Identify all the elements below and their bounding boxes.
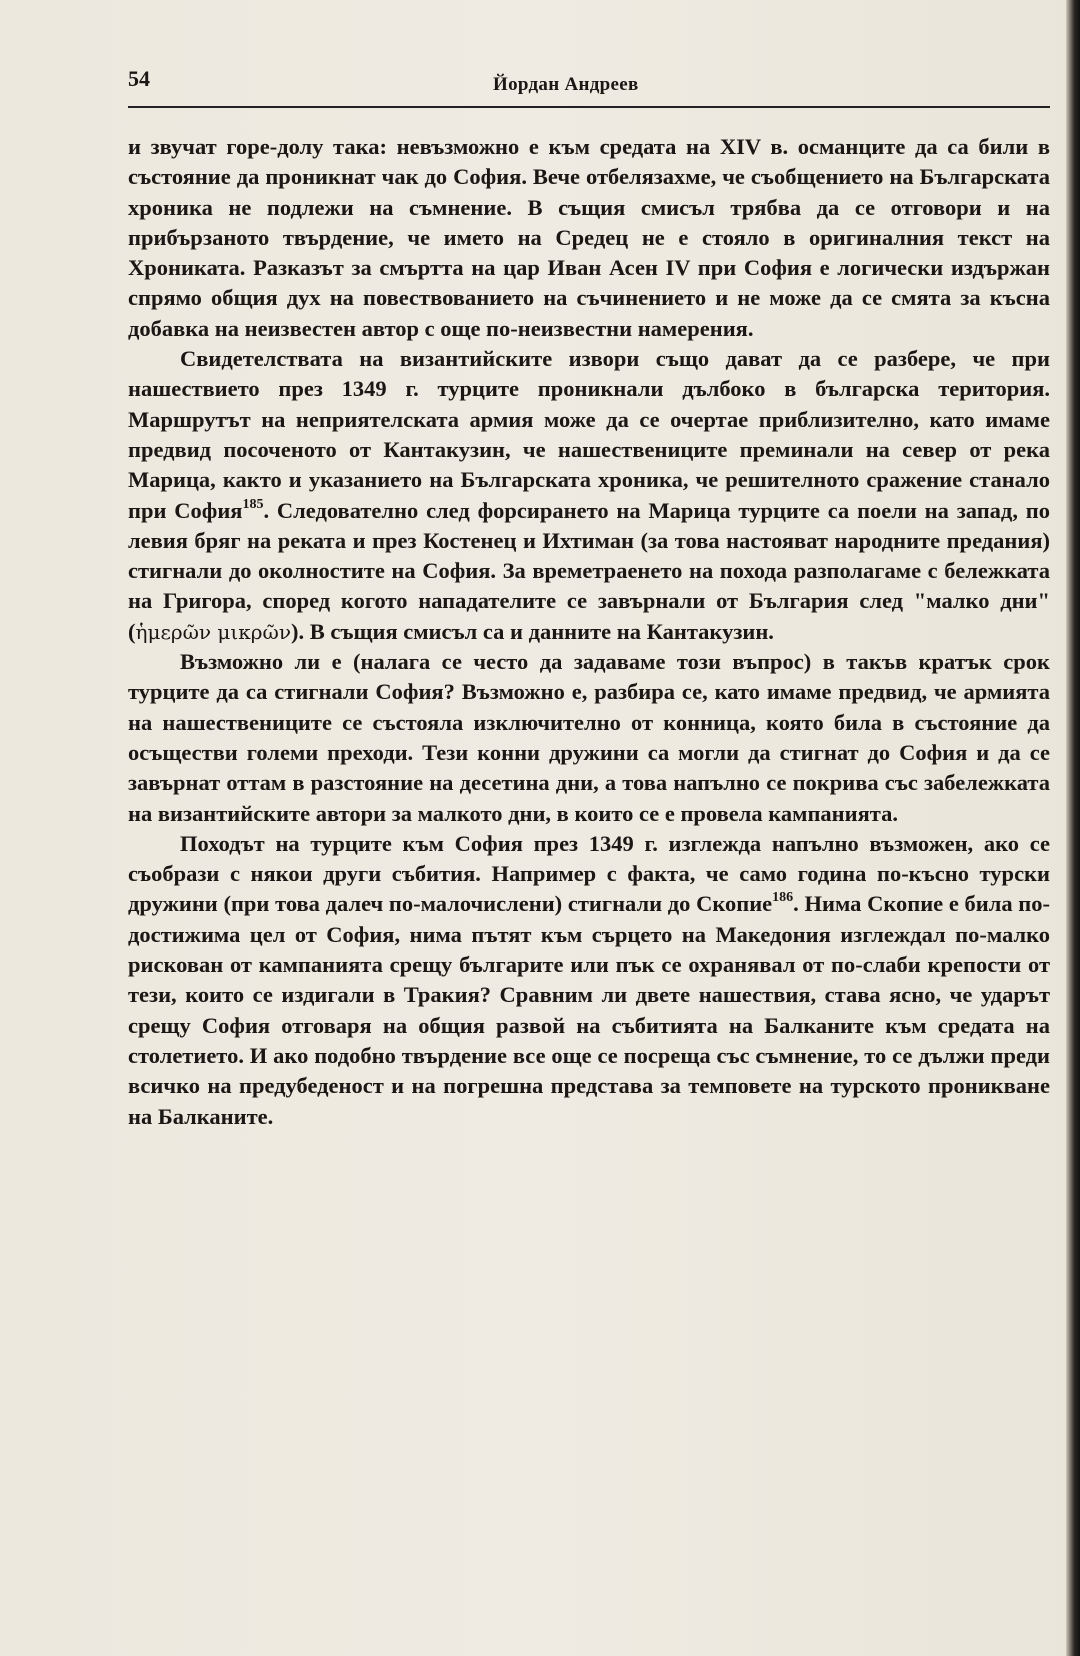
footnote-ref-186: 186 [772,890,794,906]
text-segment: Възможно ли е (налага се често да задаваме този въпрос) в такъв кратък срок турците да са стигнали София? Възможно е, разбира се, като имаме предвид, че армията на нашествениците се състояла изключително от конница, която била в състояние да осъществи големи преходи. Тези конни дружини са могли да стигнат до София и да се завърнат оттам в разстояние на десетина дни, а това напълно се покрива със забележката на византийските автори за малкото дни, в които се е провела кампанията. [128,649,1050,826]
text-segment: . Нима Скопие е била по-достижима цел от София, нима пътят към сърцето на Македония изглеждал по-малко рискован от кампанията срещу българите или пък се охранявал от по-слаби крепости от тези, които се издигали в Тракия? Сравним ли двете нашествия, става ясно, че ударът срещу София отговаря на общия развой на събитията на Балканите към средата на столетието. И ако подобно твърдение все още се посреща със съмнение, то се дължи преди всичко на предубеденост и на погрешна представа за темповете на турското проникване на Балканите. [128,891,1051,1129]
paragraph [128,132,1050,344]
greek-phrase: ἡμερῶν μικρῶν [135,619,291,644]
paragraph [128,344,1050,647]
page-number: 54 [128,66,150,91]
body-text [128,132,1050,1132]
text-segment: Походът на турците към София през 1349 г. изглежда напълно възможен, ако се съобрази с някои други събития. Например с факта, че само година по-късно турски дружини (при това далеч по-малочислени) стигнали до Скопие [128,830,1050,917]
text-segment: ). В същия смисъл са и данните на Кантакузин. [291,618,774,644]
paragraph [128,829,1050,1132]
running-head-author: Йордан Андреев [493,74,639,95]
text-segment: Свидетелствата на византийските извори също дават да се разбере, че при нашествието през 1349 г. турците проникнали дълбоко в българска територия. Маршрутът на неприятелската армия може да се очертае приблизително, като имаме предвид посоченото от Кантакузин, че нашествениците преминали на север от река Марица, както и указанието на Българската хроника, че решителното сражение станало при София [128,346,1050,523]
text-segment: . Следователно след форсирането на Марица турците са поели на запад, по левия бряг на реката и през Костенец и Ихтиман (за това настояват народните предания) стигнали до околностите на София. За времетраенето на похода разполагаме с бележката на Григора, според когото нападателите се завърнали от България след "малко дни" ( [128,497,1050,644]
page-header [128,60,1050,108]
paragraph [128,647,1050,829]
text-segment: и звучат горе-долу така: невъзможно е към средата на XIV в. османците да са били в състояние да проникнат чак до София. Вече отбелязахме, че съобщението на Българската хроника не подлежи на съмнение. В същия смисъл трябва да се отговори и на прибързаното твърдение, че името на Средец не е стояло в оригиналния текст на Хрониката. Разказът за смъртта на цар Иван Асен IV при София е логически издържан спрямо общия дух на повествованието на съчинението и не може да се смята за късна добавка на неизвестен автор с още по-неизвестни намерения. [128,134,1050,341]
footnote-ref-185: 185 [242,496,264,512]
page-edge-shadow [1066,0,1080,1656]
